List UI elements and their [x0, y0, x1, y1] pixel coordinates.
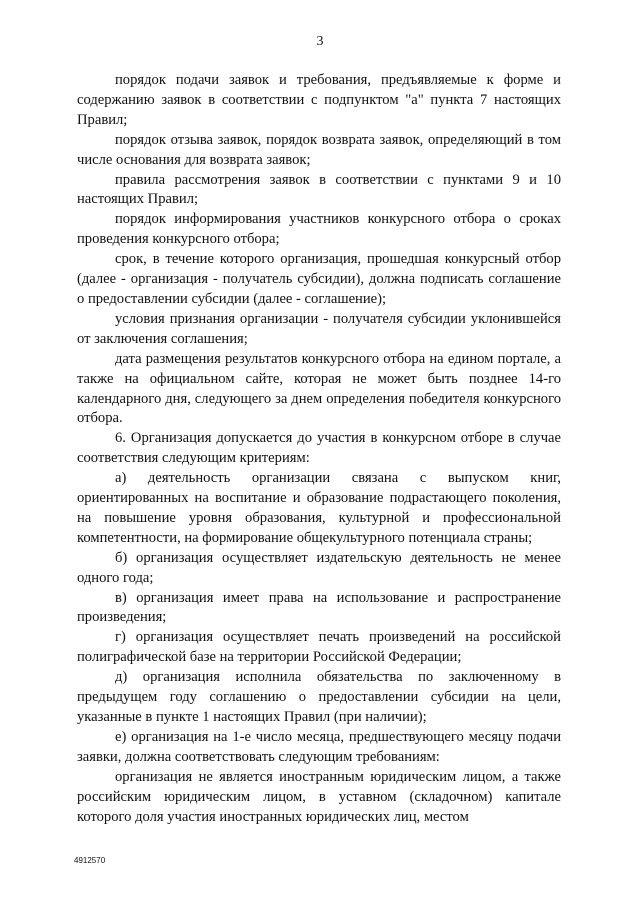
paragraph: порядок информирования участников конкурсного отбора о сроках проведения конкурсного отбора; [77, 211, 561, 248]
paragraph: г) организация осуществляет печать произведений на российской полиграфической базе на территории Российской Федерации; [77, 629, 561, 666]
paragraph: срок, в течение которого организация, прошедшая конкурсный отбор (далее - организация - получатель субсидии), должна подписать соглашение о предоставлении субсидии (далее - соглашение); [77, 251, 561, 307]
paragraph: порядок подачи заявок и требования, предъявляемые к форме и содержанию заявок в соответствии с подпунктом "а" пункта 7 настоящих Правил; [77, 72, 561, 128]
paragraph: условия признания организации - получателя субсидии уклонившейся от заключения соглашения; [77, 310, 561, 347]
paragraph: а) деятельность организации связана с выпуском книг, ориентированных на воспитание и образование подрастающего поколения, на повышение уровня образования, культурной и профессиональной компетентности, на формирование общекультурного потенциала страны; [77, 470, 561, 546]
paragraph: в) организация имеет права на использование и распространение произведения; [77, 589, 561, 626]
paragraph: организация не является иностранным юридическим лицом, а также российским юридическим лицом, в уставном (складочном) капитале которого доля участия иностранных юридических лиц, местом [77, 768, 561, 825]
paragraph: б) организация осуществляет издательскую деятельность не менее одного года; [77, 549, 561, 586]
paragraph: порядок отзыва заявок, порядок возврата заявок, определяющий в том числе основания для возврата заявок; [77, 131, 561, 168]
paragraph: е) организация на 1-е число месяца, предшествующего месяцу подачи заявки, должна соответствовать следующим требованиям: [77, 728, 561, 765]
paragraph: правила рассмотрения заявок в соответствии с пунктами 9 и 10 настоящих Правил; [77, 171, 561, 208]
paragraph: 6. Организация допускается до участия в конкурсном отборе в случае соответствия следующим критериям: [77, 430, 561, 467]
paragraph: д) организация исполнила обязательства по заключенному в предыдущем году соглашению о предоставлении субсидии на цели, указанные в пункте 1 настоящих Правил (при наличии); [77, 669, 561, 725]
page-number: 3 [316, 34, 324, 49]
document-body [77, 71, 561, 827]
document-id-code: 4912570 [74, 856, 106, 865]
paragraph: дата размещения результатов конкурсного отбора на едином портале, а также на официальном сайте, которая не может быть позднее 14-го календарного дня, следующего за днем определения победителя конкурсного отбора. [77, 350, 561, 427]
